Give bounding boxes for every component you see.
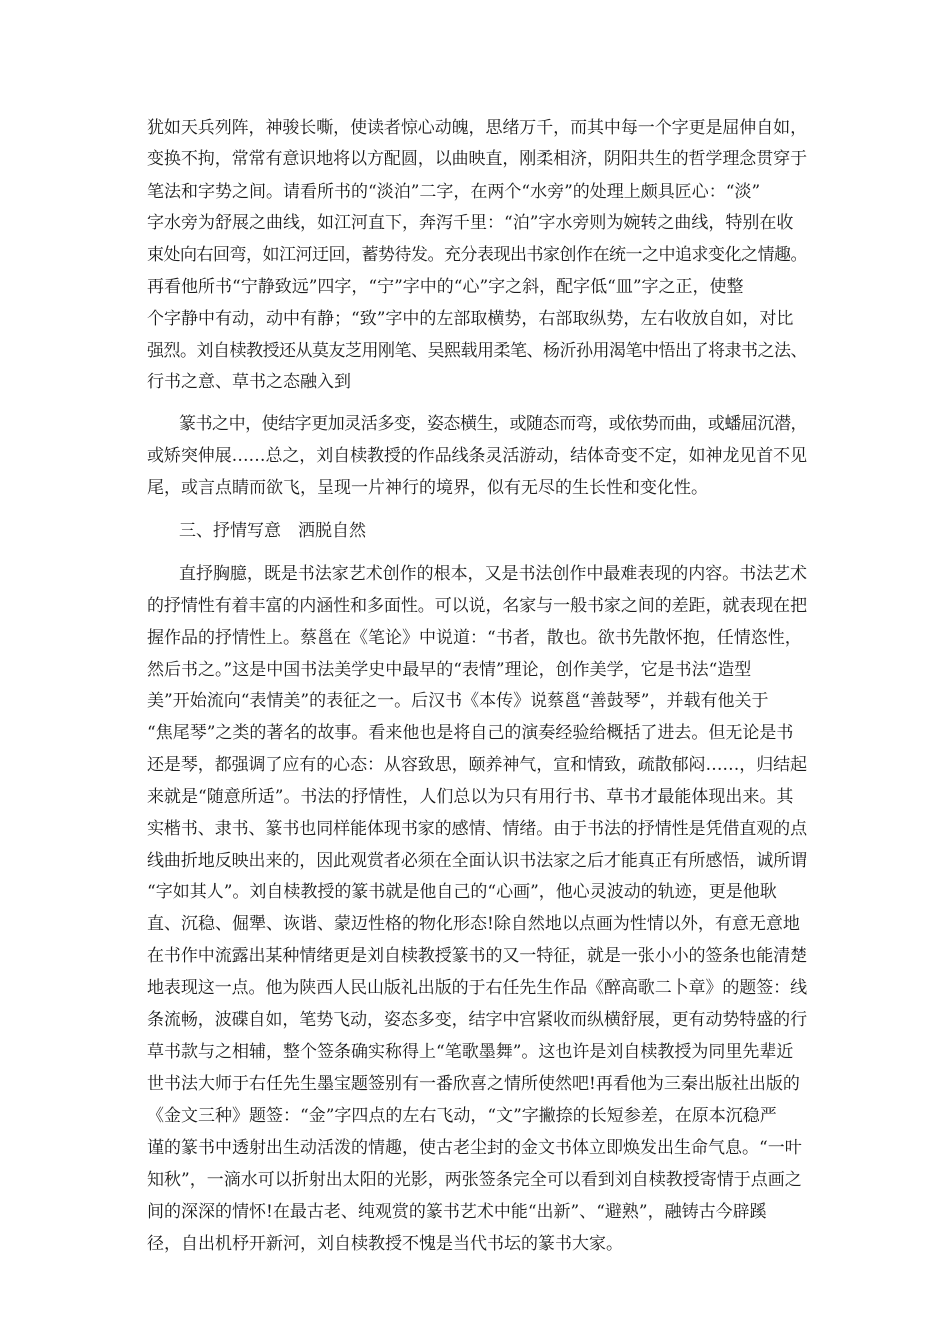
text-line: 谨的篆书中透射出生动活泼的情趣，使古老尘封的金文书体立即焕发出生命气息。“一叶 [147, 1138, 802, 1158]
text-line: 的抒情性有着丰富的内涵性和多面性。可以说，名家与一般书家之间的差距，就表现在把 [147, 596, 807, 616]
text-line: 草书款与之相辅，整个签条确实称得上“笔歌墨舞”。这也许是刘自椟教授为同里先辈近 [147, 1042, 794, 1062]
text-line: “焦尾琴”之类的著名的故事。看来他也是将自己的演奏经验给概括了进去。但无论是书 [147, 723, 794, 743]
text-line: 束处向右回弯，如江河迂回，蓄势待发。充分表现出书家创作在统一之中追求变化之情趣。 [147, 245, 807, 265]
text-line: 线曲折地反映出来的，因此观赏者必须在全面认识书法家之后才能真正有所感悟，诚所谓 [147, 851, 807, 871]
text-line: 实楷书、隶书、篆书也同样能体现书家的感情、情绪。由于书法的抒情性是凭借直观的点 [147, 819, 807, 839]
text-line: 间的深深的情怀!在最古老、纯观赏的篆书艺术中能“出新”、“避熟”，融铸古今辟蹊 [147, 1202, 767, 1222]
text-line: 美”开始流向“表情美”的表征之一。后汉书《本传》说蔡邕“善鼓琴”，并载有他关于 [147, 691, 769, 711]
text-line: 知秋”，一滴水可以折射出太阳的光影，两张签条完全可以看到刘自椟教授寄情于点画之 [147, 1170, 802, 1190]
text-line: 然后书之。”这是中国书法美学史中最早的“表情”理论，创作美学，它是书法“造型 [147, 660, 752, 680]
text-line: 变换不拘，常常有意识地将以方配圆，以曲映直，刚柔相济，阴阳共生的哲学理念贯穿于 [147, 149, 807, 169]
text-line: 来就是“随意所适”。书法的抒情性，人们总以为只有用行书、草书才最能体现出来。其 [147, 787, 794, 807]
text-line: “字如其人”。刘自椟教授的篆书就是他自己的“心画”，他心灵波动的轨迹，更是他耿 [147, 882, 777, 902]
text-line: 径，自出机杼开新河，刘自椟教授不愧是当代书坛的篆书大家。 [147, 1234, 623, 1254]
text-line: 强烈。刘自椟教授还从莫友芝用刚笔、吴熙载用柔笔、杨沂孙用渴笔中悟出了将隶书之法、 [147, 341, 807, 361]
text-line: 篆书之中，使结字更加灵活多变，姿态横生，或随态而弯，或依势而曲，或蟠屈沉潜， [179, 414, 807, 434]
text-line: 握作品的抒情性上。蔡邕在《笔论》中说道：“书者，散也。欲书先散怀抱，任情恣性， [147, 628, 802, 648]
text-line: 笔法和字势之间。请看所书的“淡泊”二字，在两个“水旁”的处理上颇具匠心：“淡” [147, 182, 761, 202]
text-line: 字水旁为舒展之曲线，如江河直下，奔泻千里：“泊”字水旁则为婉转之曲线，特别在收 [147, 213, 794, 233]
text-line: 或矫突伸展……总之，刘自椟教授的作品线条灵活游动，结体奇变不定，如神龙见首不见 [147, 446, 807, 466]
text-line: 《金文三种》题签：“金”字四点的左右飞动，“文”字撇捺的长短参差，在原本沉稳严 [147, 1106, 777, 1126]
text-line: 还是琴，都强调了应有的心态：从容致思，颐养神气，宣和情致，疏散郁闷……，归结起 [147, 755, 807, 775]
heading-text: 三、抒情写意 洒脱自然 [179, 521, 366, 541]
text-line: 行书之意、草书之态融入到 [147, 372, 351, 392]
text-line: 尾，或言点睛而欲飞，呈现一片神行的境界，似有无尽的生长性和变化性。 [147, 478, 708, 498]
text-line: 个字静中有动，动中有静；“致”字中的左部取横势，右部取纵势，左右收放自如，对比 [147, 309, 794, 329]
text-line: 条流畅，波碟自如，笔势飞动，姿态多变，结字中宫紧收而纵横舒展，更有动势特盛的行 [147, 1010, 807, 1030]
text-line: 直、沉稳、倔犟、诙谐、蒙迈性格的物化形态!除自然地以点画为性情以外，有意无意地 [147, 914, 800, 934]
text-line: 犹如天兵列阵，神骏长嘶，使读者惊心动魄，思绪万千，而其中每一个字更是屈伸自如， [147, 118, 807, 138]
text-line: 直抒胸臆，既是书法家艺术创作的根本，又是书法创作中最难表现的内容。书法艺术 [179, 564, 807, 584]
text-line: 再看他所书“宁静致远”四字，“宁”字中的“心”字之斜，配字低“皿”字之正，使整 [147, 277, 744, 297]
text-line: 在书作中流露出某种情绪更是刘自椟教授篆书的又一特征，就是一张小小的签条也能清楚 [147, 946, 807, 966]
text-line: 地表现这一点。他为陕西人民山版礼出版的于右任先生作品《醉高歌二卜章》的题签：线 [147, 978, 807, 998]
text-line: 世书法大师于右任先生墨宝题签别有一番欣喜之情所使然吧!再看他为三秦出版社出版的 [147, 1074, 800, 1094]
